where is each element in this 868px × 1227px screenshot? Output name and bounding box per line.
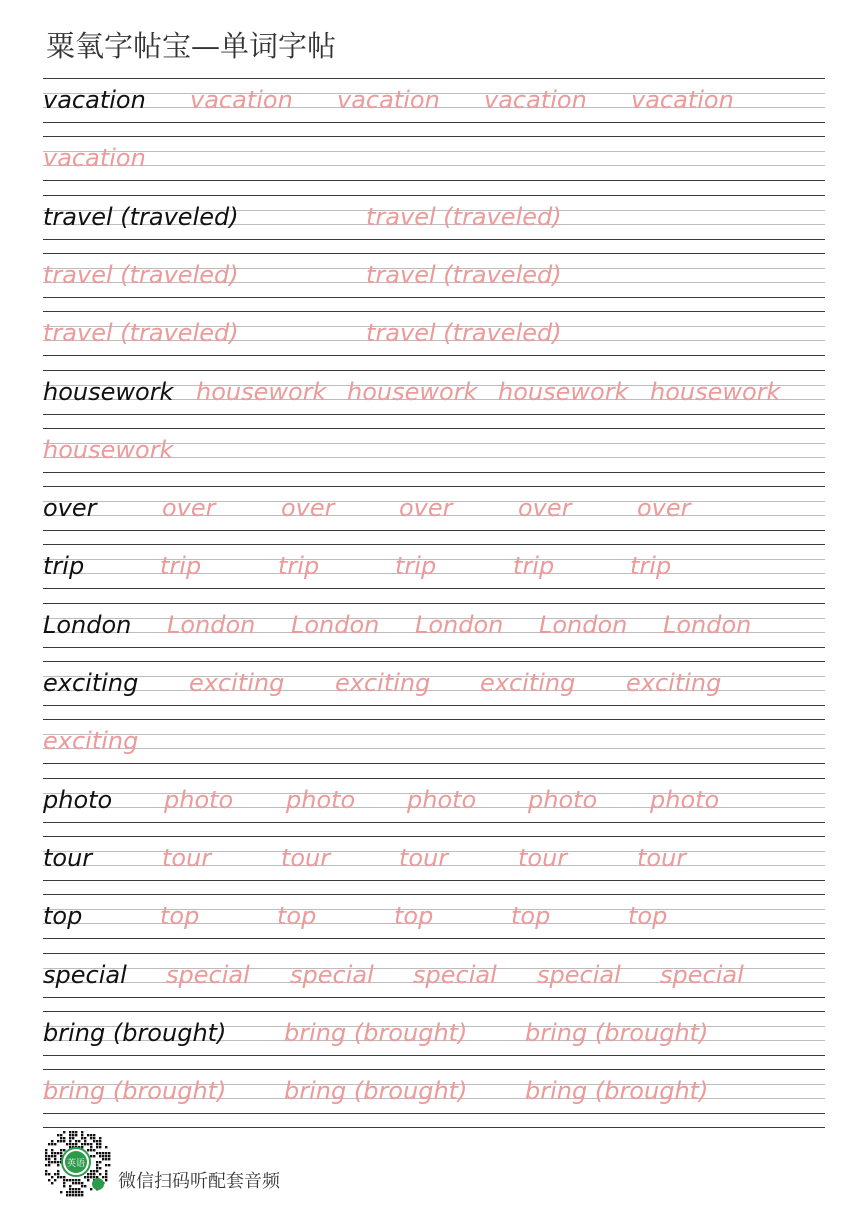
- trace-word: housework: [347, 377, 478, 406]
- practice-row: [43, 1069, 825, 1128]
- row-top-rule: [43, 1011, 825, 1012]
- trace-word: housework: [498, 377, 629, 406]
- practice-row: [43, 78, 825, 137]
- trace-word: photo: [650, 785, 720, 814]
- trace-word: over: [518, 494, 572, 523]
- trace-word: exciting: [480, 669, 576, 697]
- model-word: housework: [43, 377, 174, 406]
- row-top-rule: [43, 719, 825, 720]
- trace-word: housework: [43, 435, 174, 464]
- baseline-rule: [43, 239, 825, 240]
- model-word: special: [43, 960, 127, 989]
- trace-word: top: [394, 902, 434, 931]
- trace-word: tour: [637, 843, 687, 872]
- trace-word: travel (traveled): [366, 319, 562, 348]
- practice-row: [43, 1011, 825, 1070]
- practice-row: [43, 428, 825, 487]
- guide-rule: [43, 165, 825, 166]
- model-word: exciting: [43, 669, 139, 697]
- row-top-rule: [43, 1069, 825, 1070]
- trace-word: vacation: [190, 86, 293, 114]
- baseline-rule: [43, 588, 825, 589]
- practice-row: [43, 253, 825, 312]
- trace-word: vacation: [337, 86, 440, 114]
- practice-row: [43, 136, 825, 195]
- guide-rule: [43, 151, 825, 152]
- baseline-rule: [43, 822, 825, 823]
- row-top-rule: [43, 370, 825, 371]
- trace-word: top: [511, 902, 551, 931]
- trace-word: travel (traveled): [366, 260, 562, 289]
- trace-word: special: [537, 960, 621, 989]
- baseline-rule: [43, 122, 825, 123]
- trace-word: vacation: [631, 86, 734, 114]
- model-word: bring (brought): [43, 1018, 227, 1047]
- row-top-rule: [43, 544, 825, 545]
- trace-word: London: [167, 610, 256, 639]
- trace-word: London: [415, 610, 504, 639]
- model-word: vacation: [43, 86, 146, 114]
- row-top-rule: [43, 661, 825, 662]
- row-top-rule: [43, 836, 825, 837]
- trace-word: travel (traveled): [366, 202, 562, 231]
- trace-word: photo: [528, 785, 598, 814]
- trace-word: tour: [399, 843, 449, 872]
- trace-word: top: [160, 902, 200, 931]
- row-top-rule: [43, 253, 825, 254]
- trace-word: photo: [164, 785, 234, 814]
- trace-word: exciting: [626, 669, 722, 697]
- row-top-rule: [43, 428, 825, 429]
- trace-word: housework: [650, 377, 781, 406]
- trace-word: over: [162, 494, 216, 523]
- baseline-rule: [43, 180, 825, 181]
- practice-row: [43, 311, 825, 370]
- baseline-rule: [43, 880, 825, 881]
- practice-row: [43, 544, 825, 603]
- trace-word: vacation: [43, 144, 146, 173]
- guide-rule: [43, 734, 825, 735]
- trace-word: bring (brought): [284, 1018, 468, 1047]
- trace-word: photo: [407, 785, 477, 814]
- trace-word: trip: [278, 552, 320, 581]
- baseline-rule: [43, 1055, 825, 1056]
- practice-row: [43, 603, 825, 662]
- trace-word: over: [399, 494, 453, 523]
- model-word: trip: [43, 552, 85, 581]
- row-top-rule: [43, 603, 825, 604]
- trace-word: bring (brought): [525, 1018, 709, 1047]
- row-top-rule: [43, 778, 825, 779]
- footer: [40, 1124, 340, 1204]
- baseline-rule: [43, 414, 825, 415]
- practice-row: [43, 719, 825, 778]
- trace-word: trip: [513, 552, 555, 581]
- trace-word: travel (traveled): [43, 319, 239, 348]
- page-title: 粟氧字帖宝—单词字帖: [46, 29, 337, 63]
- qr-badge-label: 英语: [66, 1159, 86, 1169]
- baseline-rule: [43, 938, 825, 939]
- trace-word: bring (brought): [284, 1077, 468, 1106]
- model-word: travel (traveled): [43, 202, 239, 231]
- trace-word: travel (traveled): [43, 260, 239, 289]
- trace-word: special: [413, 960, 497, 989]
- trace-word: trip: [395, 552, 437, 581]
- trace-word: London: [663, 610, 752, 639]
- trace-word: photo: [286, 785, 356, 814]
- trace-word: exciting: [189, 669, 285, 697]
- baseline-rule: [43, 997, 825, 998]
- trace-word: over: [637, 494, 691, 523]
- trace-word: special: [660, 960, 744, 989]
- baseline-rule: [43, 530, 825, 531]
- trace-word: tour: [518, 843, 568, 872]
- trace-word: bring (brought): [525, 1077, 709, 1106]
- practice-row: [43, 370, 825, 429]
- trace-word: exciting: [43, 727, 139, 756]
- trace-word: London: [539, 610, 628, 639]
- baseline-rule: [43, 763, 825, 764]
- qr-code-icon[interactable]: [40, 1126, 112, 1198]
- trace-word: bring (brought): [43, 1077, 227, 1106]
- trace-word: vacation: [484, 86, 587, 114]
- baseline-rule: [43, 297, 825, 298]
- row-top-rule: [43, 136, 825, 137]
- row-top-rule: [43, 311, 825, 312]
- baseline-rule: [43, 705, 825, 706]
- trace-word: housework: [196, 377, 327, 406]
- model-word: photo: [43, 785, 113, 814]
- baseline-rule: [43, 355, 825, 356]
- model-word: tour: [43, 843, 93, 872]
- trace-word: special: [290, 960, 374, 989]
- practice-row: [43, 486, 825, 545]
- trace-word: exciting: [335, 669, 431, 697]
- trace-word: London: [291, 610, 380, 639]
- model-word: over: [43, 494, 97, 523]
- row-top-rule: [43, 953, 825, 954]
- trace-word: tour: [162, 843, 212, 872]
- trace-word: tour: [281, 843, 331, 872]
- practice-row: [43, 661, 825, 720]
- model-word: London: [43, 610, 132, 639]
- practice-row: [43, 778, 825, 837]
- trace-word: top: [628, 902, 668, 931]
- baseline-rule: [43, 472, 825, 473]
- trace-word: over: [281, 494, 335, 523]
- practice-row: [43, 953, 825, 1012]
- model-word: top: [43, 902, 83, 931]
- practice-row: [43, 836, 825, 895]
- row-top-rule: [43, 78, 825, 79]
- trace-word: special: [166, 960, 250, 989]
- footer-caption: 微信扫码听配套音频: [118, 1171, 280, 1192]
- row-top-rule: [43, 195, 825, 196]
- practice-row: [43, 894, 825, 953]
- baseline-rule: [43, 1113, 825, 1114]
- trace-word: trip: [160, 552, 202, 581]
- row-top-rule: [43, 486, 825, 487]
- trace-word: top: [277, 902, 317, 931]
- row-top-rule: [43, 894, 825, 895]
- baseline-rule: [43, 647, 825, 648]
- practice-row: [43, 195, 825, 254]
- guide-rule: [43, 748, 825, 749]
- trace-word: trip: [630, 552, 672, 581]
